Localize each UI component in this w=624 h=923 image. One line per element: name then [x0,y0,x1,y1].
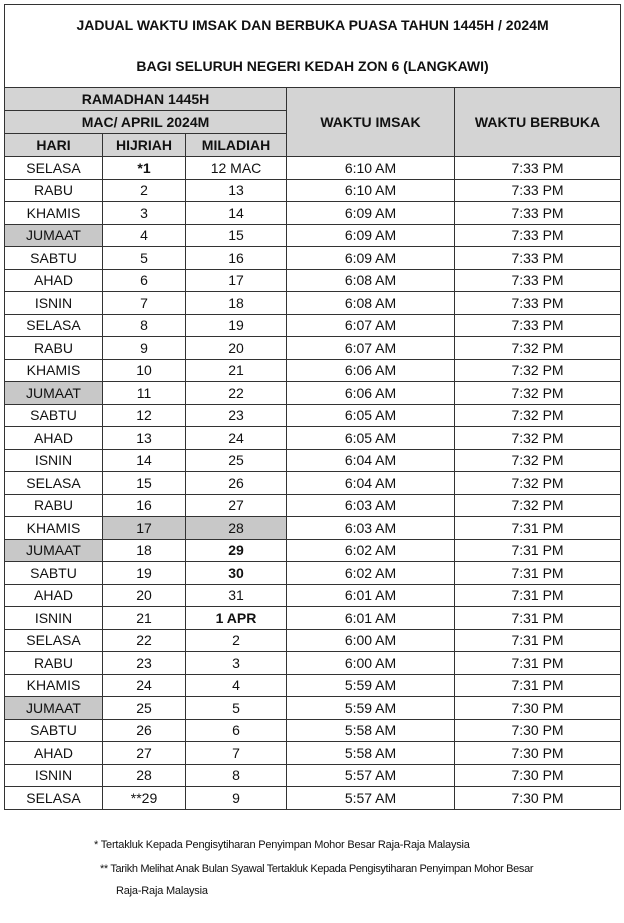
cell-miladiah: 6 [186,719,287,742]
cell-miladiah: 29 [186,539,287,562]
cell-hari: RABU [5,179,103,202]
header-imsak: WAKTU IMSAK [287,88,455,157]
cell-hari: SABTU [5,247,103,270]
table-row [5,157,621,180]
cell-miladiah: 15 [186,224,287,247]
table-row [5,427,621,450]
cell-imsak: 6:10 AM [287,157,455,180]
cell-berbuka: 7:31 PM [455,584,621,607]
cell-miladiah: 12 MAC [186,157,287,180]
cell-berbuka: 7:32 PM [455,404,621,427]
cell-miladiah: 9 [186,787,287,810]
cell-miladiah: 31 [186,584,287,607]
cell-imsak: 5:59 AM [287,697,455,720]
cell-imsak: 6:07 AM [287,314,455,337]
cell-berbuka: 7:33 PM [455,314,621,337]
cell-hari: KHAMIS [5,202,103,225]
cell-hijriah: 27 [103,742,186,765]
cell-berbuka: 7:33 PM [455,224,621,247]
cell-berbuka: 7:30 PM [455,742,621,765]
cell-hijriah: 26 [103,719,186,742]
cell-hijriah: 25 [103,697,186,720]
table-row [5,337,621,360]
cell-miladiah: 1 APR [186,607,287,630]
table-row [5,539,621,562]
cell-miladiah: 28 [186,517,287,540]
table-row [5,517,621,540]
cell-hijriah: 6 [103,269,186,292]
cell-berbuka: 7:33 PM [455,269,621,292]
cell-imsak: 5:58 AM [287,742,455,765]
schedule-table [4,4,621,810]
table-row [5,674,621,697]
cell-imsak: 6:09 AM [287,202,455,225]
cell-hijriah: 28 [103,764,186,787]
cell-berbuka: 7:31 PM [455,539,621,562]
cell-imsak: 6:03 AM [287,494,455,517]
cell-miladiah: 18 [186,292,287,315]
table-row [5,472,621,495]
cell-imsak: 6:04 AM [287,472,455,495]
cell-imsak: 6:07 AM [287,337,455,360]
table-row [5,697,621,720]
cell-hijriah: 14 [103,449,186,472]
cell-imsak: 6:01 AM [287,607,455,630]
cell-hari: JUMAAT [5,382,103,405]
cell-miladiah: 5 [186,697,287,720]
cell-hari: ISNIN [5,607,103,630]
cell-imsak: 6:00 AM [287,652,455,675]
cell-hari: SABTU [5,719,103,742]
cell-miladiah: 14 [186,202,287,225]
cell-miladiah: 8 [186,764,287,787]
cell-hijriah: 7 [103,292,186,315]
table-row [5,382,621,405]
cell-hijriah: *1 [103,157,186,180]
table-row [5,224,621,247]
cell-hari: JUMAAT [5,224,103,247]
table-row [5,719,621,742]
cell-imsak: 5:57 AM [287,787,455,810]
cell-miladiah: 22 [186,382,287,405]
cell-miladiah: 25 [186,449,287,472]
cell-hari: KHAMIS [5,517,103,540]
cell-hijriah: 5 [103,247,186,270]
cell-imsak: 5:59 AM [287,674,455,697]
cell-hijriah: 17 [103,517,186,540]
cell-hari: AHAD [5,269,103,292]
table-row [5,314,621,337]
cell-berbuka: 7:32 PM [455,494,621,517]
cell-berbuka: 7:32 PM [455,382,621,405]
cell-berbuka: 7:33 PM [455,202,621,225]
cell-imsak: 6:01 AM [287,584,455,607]
cell-hari: JUMAAT [5,539,103,562]
cell-berbuka: 7:32 PM [455,359,621,382]
cell-hari: JUMAAT [5,697,103,720]
cell-hari: ISNIN [5,764,103,787]
cell-miladiah: 23 [186,404,287,427]
cell-berbuka: 7:30 PM [455,787,621,810]
table-row [5,607,621,630]
footnote-1: * Tertakluk Kepada Pengisytiharan Penyimpan Mohor Besar Raja-Raja Malaysia [94,839,470,851]
cell-hari: SELASA [5,472,103,495]
cell-hijriah: 12 [103,404,186,427]
table-row [5,787,621,810]
cell-miladiah: 21 [186,359,287,382]
page-title: JADUAL WAKTU IMSAK DAN BERBUKA PUASA TAHUN 1445H / 2024M [5,5,621,46]
cell-hijriah: 2 [103,179,186,202]
cell-hijriah: 23 [103,652,186,675]
cell-imsak: 6:09 AM [287,247,455,270]
cell-imsak: 6:04 AM [287,449,455,472]
cell-miladiah: 17 [186,269,287,292]
cell-berbuka: 7:30 PM [455,697,621,720]
cell-hijriah: 16 [103,494,186,517]
cell-berbuka: 7:32 PM [455,472,621,495]
cell-hijriah: 10 [103,359,186,382]
table-row [5,247,621,270]
cell-imsak: 6:05 AM [287,404,455,427]
cell-miladiah: 3 [186,652,287,675]
cell-imsak: 6:02 AM [287,539,455,562]
cell-berbuka: 7:33 PM [455,179,621,202]
footnote-2: ** Tarikh Melihat Anak Bulan Syawal Tertakluk Kepada Pengisytiharan Penyimpan Mohor Besar [100,863,534,875]
cell-imsak: 6:08 AM [287,292,455,315]
cell-hari: KHAMIS [5,359,103,382]
cell-hari: RABU [5,337,103,360]
table-row [5,269,621,292]
cell-imsak: 6:06 AM [287,359,455,382]
cell-hari: AHAD [5,742,103,765]
cell-hari: AHAD [5,427,103,450]
table-row [5,629,621,652]
cell-berbuka: 7:30 PM [455,764,621,787]
cell-berbuka: 7:33 PM [455,247,621,270]
header-hijriah: HIJRIAH [103,134,186,157]
cell-hari: SABTU [5,562,103,585]
cell-miladiah: 2 [186,629,287,652]
table-row [5,494,621,517]
cell-hari: SELASA [5,787,103,810]
cell-hari: KHAMIS [5,674,103,697]
cell-hijriah: 4 [103,224,186,247]
cell-miladiah: 7 [186,742,287,765]
table-row [5,764,621,787]
cell-berbuka: 7:31 PM [455,517,621,540]
cell-berbuka: 7:32 PM [455,449,621,472]
cell-imsak: 6:02 AM [287,562,455,585]
cell-miladiah: 24 [186,427,287,450]
cell-miladiah: 4 [186,674,287,697]
cell-hijriah: 11 [103,382,186,405]
cell-miladiah: 30 [186,562,287,585]
cell-hijriah: **29 [103,787,186,810]
cell-berbuka: 7:30 PM [455,719,621,742]
header-hari: HARI [5,134,103,157]
table-row [5,292,621,315]
cell-imsak: 6:10 AM [287,179,455,202]
cell-hijriah: 21 [103,607,186,630]
header-berbuka: WAKTU BERBUKA [455,88,621,157]
cell-hijriah: 24 [103,674,186,697]
header-miladiah: MILADIAH [186,134,287,157]
cell-berbuka: 7:32 PM [455,427,621,450]
cell-hari: AHAD [5,584,103,607]
cell-hijriah: 20 [103,584,186,607]
cell-miladiah: 27 [186,494,287,517]
cell-miladiah: 16 [186,247,287,270]
header-ramadhan: RAMADHAN 1445H [5,88,287,111]
cell-miladiah: 13 [186,179,287,202]
cell-hijriah: 19 [103,562,186,585]
cell-berbuka: 7:32 PM [455,337,621,360]
cell-miladiah: 19 [186,314,287,337]
schedule-document [4,4,620,897]
cell-miladiah: 20 [186,337,287,360]
cell-hijriah: 15 [103,472,186,495]
table-row [5,202,621,225]
table-row [5,404,621,427]
cell-hari: ISNIN [5,292,103,315]
cell-berbuka: 7:33 PM [455,157,621,180]
cell-imsak: 6:05 AM [287,427,455,450]
cell-imsak: 6:03 AM [287,517,455,540]
cell-imsak: 6:00 AM [287,629,455,652]
page-subtitle: BAGI SELURUH NEGERI KEDAH ZON 6 (LANGKAWI) [5,45,621,88]
cell-hari: RABU [5,652,103,675]
cell-hari: ISNIN [5,449,103,472]
cell-imsak: 6:06 AM [287,382,455,405]
cell-hari: RABU [5,494,103,517]
cell-hari: SELASA [5,314,103,337]
cell-hijriah: 13 [103,427,186,450]
cell-imsak: 6:09 AM [287,224,455,247]
cell-hari: SABTU [5,404,103,427]
cell-hijriah: 22 [103,629,186,652]
table-row [5,742,621,765]
cell-hijriah: 18 [103,539,186,562]
cell-hari: SELASA [5,629,103,652]
cell-hijriah: 3 [103,202,186,225]
cell-berbuka: 7:31 PM [455,629,621,652]
cell-hari: SELASA [5,157,103,180]
cell-berbuka: 7:31 PM [455,652,621,675]
cell-imsak: 6:08 AM [287,269,455,292]
cell-hijriah: 8 [103,314,186,337]
table-row [5,179,621,202]
cell-hijriah: 9 [103,337,186,360]
cell-imsak: 5:57 AM [287,764,455,787]
cell-berbuka: 7:31 PM [455,562,621,585]
cell-berbuka: 7:31 PM [455,674,621,697]
table-row [5,584,621,607]
table-row [5,449,621,472]
footnote-2-continued: Raja-Raja Malaysia [116,885,208,897]
table-row [5,652,621,675]
table-row [5,562,621,585]
cell-miladiah: 26 [186,472,287,495]
cell-berbuka: 7:31 PM [455,607,621,630]
header-month: MAC/ APRIL 2024M [5,111,287,134]
cell-berbuka: 7:33 PM [455,292,621,315]
table-row [5,359,621,382]
cell-imsak: 5:58 AM [287,719,455,742]
